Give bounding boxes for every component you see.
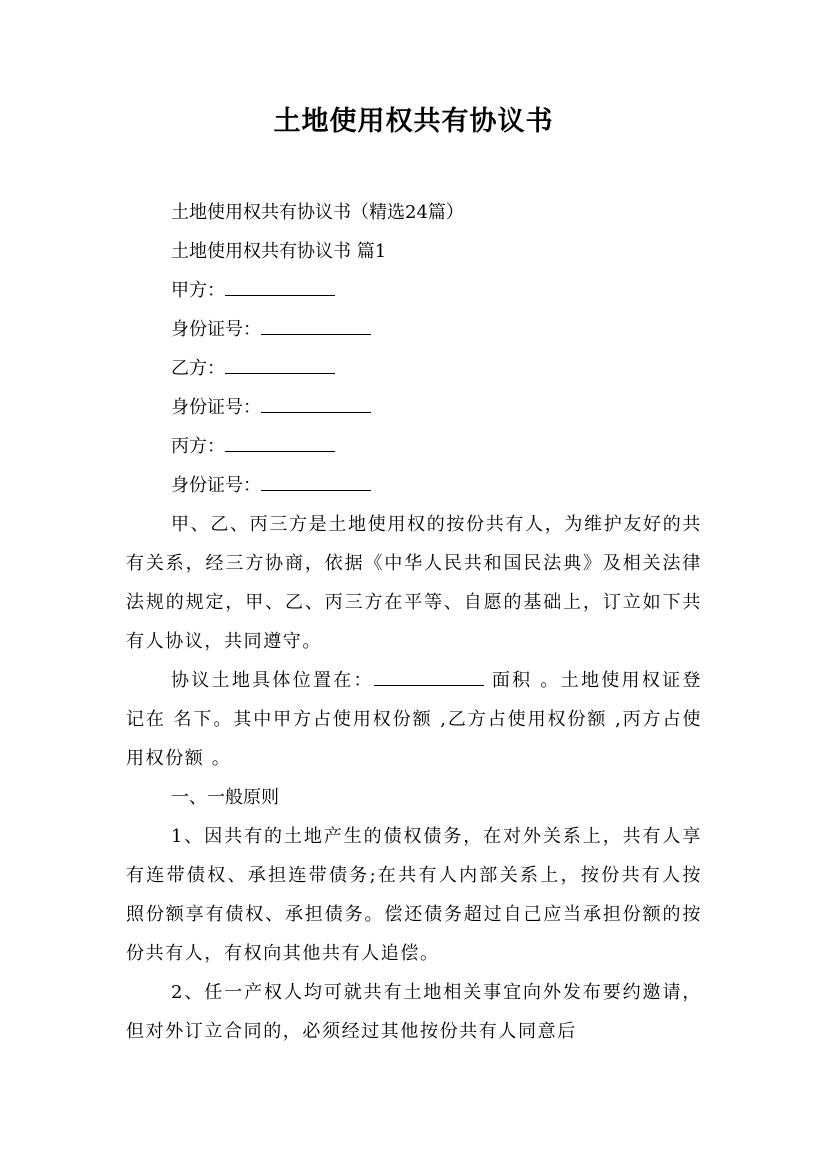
document-subtitle: 土地使用权共有协议书（精选24篇） <box>171 202 464 223</box>
location-prefix: 协议土地具体位置在： <box>171 670 374 691</box>
intro-paragraph: 甲、乙、丙三方是土地使用权的按份共有人，为维护友好的共有关系，经三方协商，依据《中华人民共和国民法典》及相关法律法规的规定，甲、乙、丙三方在平等、自愿的基础上，订立如下共有人协议，共同遵守。 <box>126 514 702 652</box>
party-b-id-blank <box>261 396 371 413</box>
party-a-label: 甲方： <box>171 280 225 301</box>
clause-1: 1、因共有的土地产生的债权债务，在对外关系上，共有人享有连带债权、承担连带债务;在共有人内部关系上，按份共有人按照份额享有债权、承担债务。偿还债务超过自己应当承担份额的按份共有人，有权向其他共有人追偿。 <box>126 826 702 964</box>
party-c-blank <box>225 435 335 452</box>
party-c-id-label: 身份证号： <box>171 475 261 496</box>
party-b-id-label: 身份证号： <box>171 397 261 418</box>
party-c-id-line <box>126 466 702 505</box>
party-b-line <box>126 349 702 388</box>
document-body <box>126 193 702 1051</box>
party-a-id-line <box>126 310 702 349</box>
party-b-label: 乙方： <box>171 358 225 379</box>
party-b-blank <box>225 357 335 374</box>
party-a-id-label: 身份证号： <box>171 319 261 340</box>
party-c-line <box>126 427 702 466</box>
party-a-blank <box>225 279 335 296</box>
party-a-line <box>126 271 702 310</box>
location-rest: 面积 。土地使用权证登记在 名下。其中甲方占使用权份额 ,乙方占使用权份额 ,丙方占使用权份额 。 <box>126 670 702 769</box>
document-title: 土地使用权共有协议书 <box>273 106 554 137</box>
location-blank <box>374 669 484 686</box>
party-c-label: 丙方： <box>171 436 225 457</box>
party-c-id-blank <box>261 474 371 491</box>
section-heading: 土地使用权共有协议书 篇1 <box>171 241 387 262</box>
location-paragraph <box>126 661 702 778</box>
party-a-id-blank <box>261 318 371 335</box>
clause-2: 2、任一产权人均可就共有土地相关事宜向外发布要约邀请，但对外订立合同的，必须经过其他按份共有人同意后 <box>126 982 702 1042</box>
general-principles-heading: 一、一般原则 <box>171 787 279 808</box>
party-b-id-line <box>126 388 702 427</box>
